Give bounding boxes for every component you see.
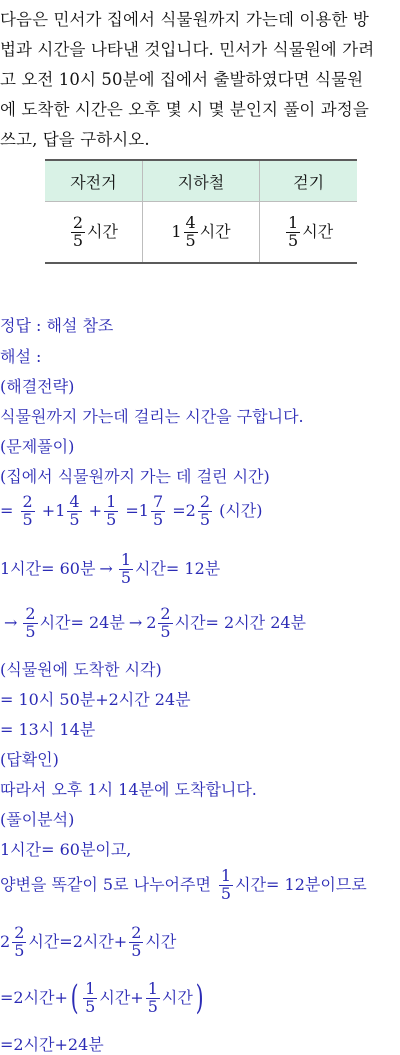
fraction: $\frac{2}{5}$ xyxy=(72,212,84,250)
question-line-2: 법과 시간을 나타낸 것입니다. 민서가 식물원에 가려 xyxy=(0,40,375,59)
equation-hour-minutes: 1시간= 60분 → $\frac{1}{5}$ 시간= 12분 xyxy=(0,550,221,587)
check-text: 따라서 오후 1시 14분에 도착합니다. xyxy=(0,780,257,799)
table-header-subway: 지하철 xyxy=(142,160,259,202)
table-header-walking: 걷기 xyxy=(260,160,357,202)
question-line-5: 쓰고, 답을 구하시오. xyxy=(0,130,150,149)
question-line-3: 고 오전 10시 50분에 집에서 출발하였다면 식물원 xyxy=(0,70,364,89)
transport-time-table xyxy=(45,159,357,264)
analysis-line-1: 1시간= 60분이고, xyxy=(0,840,132,859)
right-arrow-icon: → xyxy=(4,612,18,632)
table-cell-walking: $\frac{1}{5}$ 시간 xyxy=(260,202,357,264)
analysis-label: (풀이분석) xyxy=(0,810,75,829)
equation-expand: =2시간+( $\frac{1}{5}$ 시간+ $\frac{1}{5}$ 시간) xyxy=(0,978,204,1019)
table-cell-bicycle: $\frac{2}{5}$ 시간 xyxy=(45,202,142,264)
equation-total-time: = $\frac{2}{5}$ +1 $\frac{4}{5}$ + $\frac{1}{5}$ =1 $\frac{7}{5}$ =2 $\frac{2}{5}$ (시간) xyxy=(0,492,263,529)
calc-line-2: = 13시 14분 xyxy=(0,720,96,739)
arrive-label: (식물원에 도착한 시각) xyxy=(0,660,162,679)
right-arrow-icon: → xyxy=(128,612,143,632)
fraction: $\frac{4}{5}$ xyxy=(185,212,196,250)
strategy-label: (해결전략) xyxy=(0,377,75,396)
equation-fraction-minutes: → $\frac{2}{5}$ 시간= 24분 → 2 $\frac{2}{5}$ 시간= 2시간 24분 xyxy=(4,604,307,641)
analysis-line-2: 양변을 똑같이 5로 나누어주면 $\frac{1}{5}$ 시간= 12분이므로 xyxy=(0,866,367,903)
question-line-1: 다음은 민서가 집에서 식물원까지 가는데 이용한 방 xyxy=(0,10,369,29)
equation-convert: 2 $\frac{2}{5}$ 시간=2시간+ $\frac{2}{5}$ 시간 xyxy=(0,923,177,960)
calc-line-1: = 10시 50분+2시간 24분 xyxy=(0,690,191,709)
explanation-label: 해설 : xyxy=(0,347,42,366)
answer-line: 정답 : 해설 참조 xyxy=(0,316,114,335)
step1-label: (집에서 식물원까지 가는 데 걸린 시간) xyxy=(0,467,270,486)
strategy-text: 식물원까지 가는데 걸리는 시간을 구합니다. xyxy=(0,407,304,426)
solve-label: (문제풀이) xyxy=(0,437,75,456)
right-arrow-icon: → xyxy=(99,558,113,578)
question-line-4: 에 도착한 시간은 오후 몇 시 몇 분인지 풀이 과정을 xyxy=(0,100,369,119)
table-header-bicycle: 자전거 xyxy=(45,160,142,202)
table-cell-subway: 1 $\frac{4}{5}$ 시간 xyxy=(142,202,259,264)
fraction: $\frac{1}{5}$ xyxy=(288,212,299,250)
equation-result: =2시간+24분 xyxy=(0,1035,104,1054)
check-label: (답확인) xyxy=(0,750,59,769)
